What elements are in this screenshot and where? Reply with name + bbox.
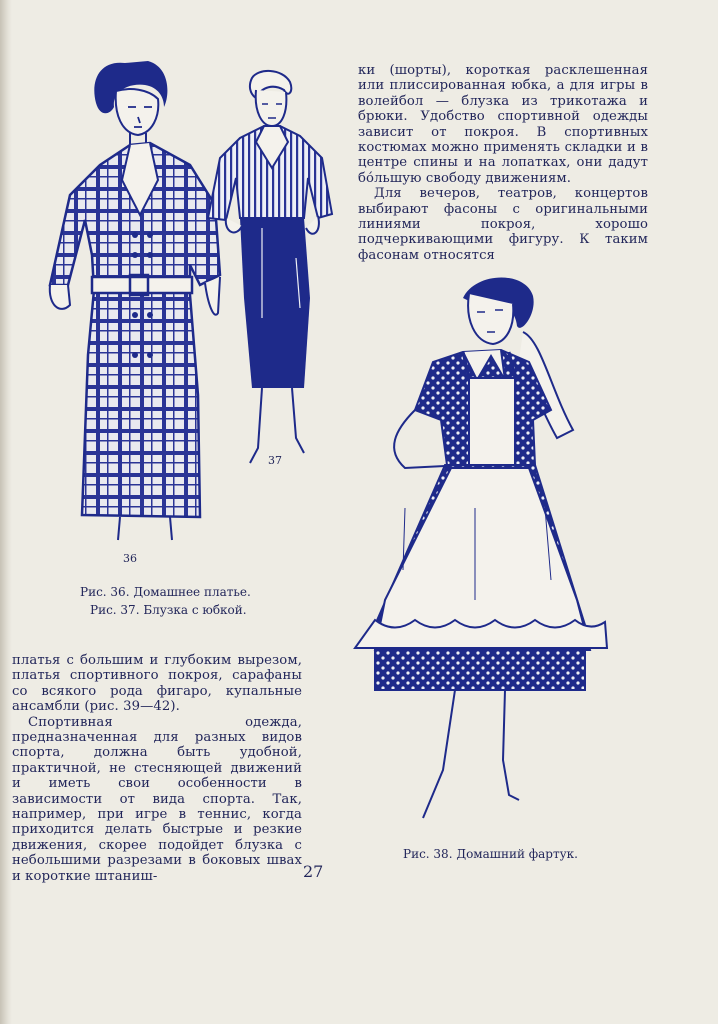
text-column-left-bottom xyxy=(12,653,302,884)
paragraph: Спортивная одежда, предназначенная для разных видов спорта, должна быть удобной, практичной, не стесняющей движений и иметь свои особенности в зависимости от вида спорта. Так, например, при игре в теннис, когда приходится делать быстрые и резкие движения, скорее подойдет блузка с небольшими разрезами в боковых швах и короткие штаниш- xyxy=(12,714,302,884)
paragraph: ки (шорты), короткая расклешенная или плиссированная юбка, а для игры в волейбол — блузка из трикотажа и брюки. Удобство спортивной одежды зависит от покроя. В спортивных костюмах можно применять складки и в центре спины и на лопатках, они дадут бо́льшую свободу движениям. xyxy=(358,63,648,186)
illustration-blouse-skirt xyxy=(200,68,340,478)
illustration-apron xyxy=(345,270,620,835)
page-binding-edge xyxy=(0,0,12,1024)
text-column-right-top xyxy=(358,63,648,263)
page-number: 27 xyxy=(303,862,324,881)
paragraph: платья с большим и глубоким вырезом, платья спортивного покроя, сарафаны со всякого рода фигаро, купальные ансамбли (рис. 39—42). xyxy=(12,653,302,715)
figure-37-caption: Рис. 37. Блузка с юбкой. xyxy=(90,603,247,617)
paragraph: Для вечеров, театров, концертов выбирают фасоны с оригинальными линиями покроя, хорошо подчеркивающими фигуру. К таким фасонам относятся xyxy=(358,186,648,263)
figure-38-caption: Рис. 38. Домашний фартук. xyxy=(403,847,578,861)
figure-37-number: 37 xyxy=(268,454,282,467)
figure-36-caption: Рис. 36. Домашнее платье. xyxy=(80,585,251,599)
figure-36-number: 36 xyxy=(123,552,137,565)
